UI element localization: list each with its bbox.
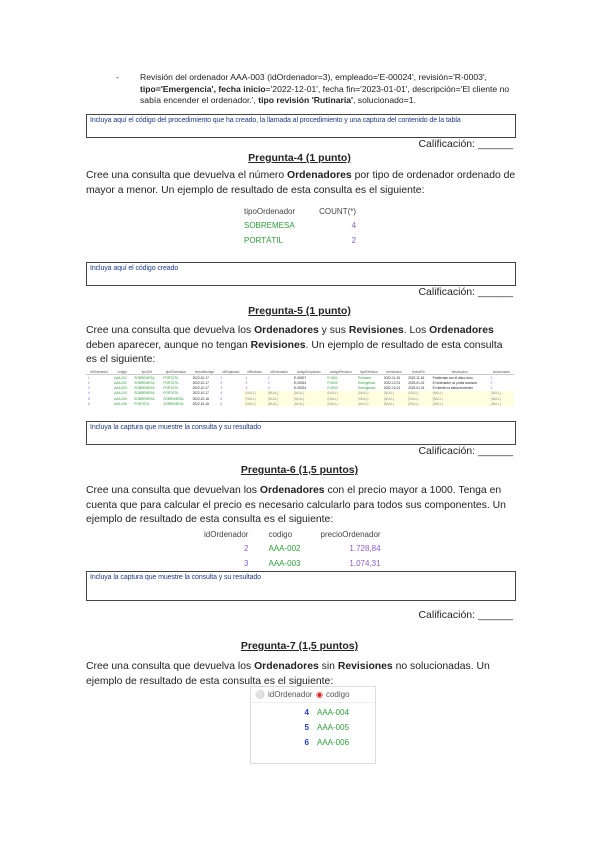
- q7-header: idOrdenador: [267, 690, 313, 699]
- calificacion-line: Calificación: ______: [418, 445, 513, 457]
- q5-cell: 1: [490, 386, 493, 391]
- q5-cell: (NULL): [325, 391, 356, 396]
- q4-result-table: [238, 205, 362, 248]
- q4-text-1: Cree una consulta que devuelva el número: [86, 170, 288, 181]
- q5-cell: AAA-006: [114, 401, 127, 406]
- bullet-bold-1: tipo='Emergencia', fecha inicio: [140, 83, 266, 94]
- q5-cell: 6: [220, 401, 223, 406]
- q5-cell: PORTÁTIL: [163, 380, 179, 385]
- q5-bold-3: Ordenadores: [429, 325, 494, 336]
- q6-text-2: con el precio mayor a 1000. Tenga en cuenta que para calcular el precio es necesario calcularlo para todos sus componentes. Un ejemplo de resultado de esta consulta es el siguiente:: [86, 485, 506, 525]
- q5-cell: 2022-12-01: [383, 386, 401, 391]
- q5-cell: SOBREMESA: [134, 375, 155, 380]
- q5-cell: PORTÁTIL: [163, 391, 179, 396]
- answer-box-q5[interactable]: [86, 421, 516, 445]
- q5-cell: 3: [88, 386, 90, 391]
- q5-cell: El ordenador no podía arrancar: [432, 380, 477, 385]
- q7-text-3: no solucionadas. Un ejemplo de resultado de esta consulta es el siguiente:: [86, 661, 490, 687]
- q5-cell: PORTÁTIL: [163, 386, 179, 391]
- bullet-paragraph: [116, 72, 520, 107]
- q5-header: idRevision: [243, 369, 265, 375]
- q5-cell: 0: [490, 380, 493, 385]
- q5-cell: (NULL): [382, 396, 406, 401]
- q5-cell: 1: [490, 375, 493, 380]
- q7-cell: AAA-005: [317, 723, 350, 732]
- q5-header: tipoRevision: [356, 369, 382, 375]
- q5-header: fechaFin: [406, 369, 430, 375]
- q5-cell: 3: [220, 386, 223, 391]
- q5-cell: SOBREMESA: [163, 396, 184, 401]
- q6-cell: 1.074,31: [349, 559, 381, 568]
- q5-cell: (NULL): [489, 391, 514, 396]
- q5-cell: 2: [267, 380, 270, 385]
- q5-cell: 2022-10-18: [192, 396, 209, 401]
- q5-cell: (NULL): [243, 401, 265, 406]
- q5-cell: R-0003: [327, 386, 338, 391]
- q5-header: codigo: [112, 369, 132, 375]
- q4-cell: 2: [351, 236, 357, 245]
- q5-cell: 3: [267, 386, 270, 391]
- q4-header-count: COUNT(*): [319, 207, 357, 216]
- q5-header: codigoEmpleado: [292, 369, 325, 375]
- q7-bold-1: Ordenadores: [254, 661, 319, 672]
- calificacion-line: Calificación: ______: [418, 138, 513, 150]
- q6-cell: AAA-003: [268, 559, 301, 568]
- q4-text-2: por tipo de ordenador ordenado de mayor a menor. Un ejemplo de resultado de esta consulta es el siguiente:: [86, 170, 516, 196]
- q5-cell: (NULL): [292, 391, 325, 396]
- q5-cell: 2022-12-01: [383, 380, 401, 385]
- question-5-title: Pregunta-5 (1 punto): [248, 305, 351, 317]
- q7-cell: 5: [304, 723, 309, 732]
- calificacion-line: Calificación: ______: [418, 286, 513, 298]
- q5-cell: AAA-005: [114, 396, 127, 401]
- q7-text-1: Cree una consulta que devuelva los: [86, 661, 255, 672]
- q5-cell: E-00024: [294, 386, 307, 391]
- q5-cell: AAA-003: [114, 386, 127, 391]
- q5-cell: 5: [88, 396, 90, 401]
- q5-cell: 2022-11-15: [383, 375, 400, 380]
- q5-header: fechaInicio: [382, 369, 406, 375]
- q5-cell: SOBREMESA: [134, 391, 155, 396]
- question-6-text: [86, 484, 516, 528]
- q7-text-2: sin: [318, 661, 338, 672]
- q5-cell: (NULL): [489, 401, 514, 406]
- answer-box-procedure[interactable]: [86, 114, 516, 138]
- q5-cell: 1: [220, 375, 223, 380]
- question-4-text: [86, 169, 516, 198]
- q5-cell: 4: [220, 391, 223, 396]
- q5-cell: E-00007: [294, 375, 307, 380]
- q4-cell: 4: [351, 221, 357, 230]
- q5-cell: (NULL): [292, 396, 325, 401]
- q5-cell: (NULL): [431, 401, 489, 406]
- q5-cell: R-0001: [327, 375, 338, 380]
- q5-header: codigoRevision: [325, 369, 356, 375]
- q5-cell: 5: [220, 396, 223, 401]
- q5-cell: 1: [88, 375, 90, 380]
- answer-box-label: Incluya aquí el código creado: [90, 265, 179, 272]
- q5-cell: (NULL): [356, 391, 382, 396]
- q5-cell: (NULL): [266, 401, 292, 406]
- q5-cell: (NULL): [243, 396, 265, 401]
- q5-header: solucionado: [489, 369, 514, 375]
- bullet-text-2: ='2022-12-01', fecha fin='2023-01-01', descripción='El cliente no sabía encender el ordenador.',: [140, 83, 510, 105]
- q5-bold-1: Ordenadores: [254, 325, 319, 336]
- q5-cell: SOBREMESA: [163, 401, 184, 406]
- q5-cell: (NULL): [356, 396, 382, 401]
- table-row: [86, 380, 514, 385]
- q5-cell: SOBREMESA: [134, 380, 155, 385]
- q5-cell: R-0002: [327, 380, 338, 385]
- q5-cell: 1: [245, 375, 248, 380]
- q5-header: idOrdenador: [86, 369, 112, 375]
- q7-cell: AAA-004: [317, 708, 350, 717]
- q5-cell: (NULL): [489, 396, 514, 401]
- q5-cell: 2022-10-17: [192, 375, 209, 380]
- q5-text-5: . Un ejemplo de resultado de esta consulta es el siguiente:: [86, 339, 503, 365]
- table-row: [86, 401, 514, 406]
- q5-cell: 3: [245, 386, 248, 391]
- q5-cell: 1: [267, 375, 270, 380]
- table-row: [251, 735, 375, 750]
- q5-cell: PORTÁTIL: [163, 375, 179, 380]
- q5-cell: AAA-001: [114, 375, 127, 380]
- table-row: [251, 720, 375, 735]
- q5-cell: SOBREMESA: [134, 396, 155, 401]
- answer-box-label: Incluya la captura que muestre la consulta y su resultado: [90, 574, 261, 581]
- q5-header: tipoOrd: [132, 369, 161, 375]
- q7-header-row: [251, 687, 375, 703]
- q6-cell: 3: [244, 559, 249, 568]
- q5-text-2: y sus: [318, 325, 349, 336]
- q7-cell: AAA-006: [317, 738, 350, 747]
- q5-cell: (NULL): [431, 396, 489, 401]
- q5-text-4: deben aparecer, aunque no tengan: [86, 339, 251, 351]
- q5-cell: Emergencia: [358, 380, 376, 385]
- q5-header: idEmpleado: [218, 369, 243, 375]
- q6-header: idOrdenador: [204, 530, 249, 539]
- q4-header-tipo: tipoOrdenador: [244, 207, 296, 216]
- q6-text-1: Cree una consulta que devuelvan los: [86, 485, 260, 496]
- q5-cell: 2022-10-17: [192, 380, 209, 385]
- q5-cell: E-00024: [294, 380, 307, 385]
- q5-cell: (NULL): [266, 396, 292, 401]
- q5-header: descripcion: [431, 369, 489, 375]
- bullet-text-3: , solucionado=1.: [353, 95, 416, 105]
- q7-cell: 6: [304, 738, 309, 747]
- q5-header: tipoOrdenador: [161, 369, 190, 375]
- q5-cell: (NULL): [325, 396, 356, 401]
- q5-cell: 2: [220, 380, 223, 385]
- q6-bold-1: Ordenadores: [259, 485, 325, 496]
- table-row: [251, 705, 375, 720]
- q4-bold-1: Ordenadores: [287, 170, 352, 181]
- q5-result-table: [86, 369, 514, 406]
- q5-cell: (NULL): [382, 401, 406, 406]
- q6-cell: AAA-002: [268, 544, 301, 553]
- q5-cell: 6: [88, 401, 90, 406]
- q6-header: codigo: [268, 530, 293, 539]
- q5-cell: AAA-002: [114, 380, 127, 385]
- q4-cell: SOBREMESA: [244, 221, 295, 230]
- q6-header: precioOrdenador: [320, 530, 381, 539]
- q5-text-1: Cree una consulta que devuelva los: [86, 325, 255, 336]
- question-4-title: Pregunta-4 (1 punto): [248, 152, 351, 164]
- q5-text-3: . Los: [403, 325, 430, 336]
- q5-cell: (NULL): [243, 391, 265, 396]
- q5-bold-2: Revisiones: [348, 325, 404, 336]
- q7-result-grid: [250, 686, 376, 764]
- q5-cell: Emergencia: [358, 386, 376, 391]
- q5-cell: (NULL): [431, 391, 489, 396]
- calificacion-line: Calificación: ______: [418, 609, 513, 621]
- q5-cell: (NULL): [406, 391, 430, 396]
- q7-cell: 4: [304, 708, 309, 717]
- q6-cell: 1.728,84: [349, 544, 381, 553]
- key-icon: ⚪: [255, 690, 265, 699]
- q5-cell: 2: [88, 380, 90, 385]
- question-6-title: Pregunta-6 (1,5 puntos): [240, 464, 359, 476]
- q5-cell: 2022-10-18: [192, 401, 209, 406]
- q5-cell: 2022-10-17: [192, 386, 209, 391]
- answer-box-label: Incluya la captura que muestre la consulta y su resultado: [90, 424, 261, 431]
- bullet-bold-2: tipo revisión 'Rutinaria': [258, 95, 354, 105]
- q5-cell: (NULL): [292, 401, 325, 406]
- q5-cell: (NULL): [406, 396, 430, 401]
- bullet-text-1: Revisión del ordenador AAA-003 (idOrdenador=3), empleado='E-00024', revisión='R-0003',: [140, 72, 487, 82]
- q5-cell: (NULL): [382, 391, 406, 396]
- q5-header: fechaMontaje: [191, 369, 219, 375]
- q5-header: idOrdenador: [266, 369, 292, 375]
- q7-bold-2: Revisiones: [337, 661, 393, 672]
- q5-cell: El cliente no sabía encender: [432, 386, 473, 391]
- q7-header: codigo: [325, 690, 350, 699]
- q5-cell: 2022-10-17: [192, 391, 209, 396]
- q5-cell: (NULL): [406, 401, 430, 406]
- q6-result-table: [198, 528, 387, 571]
- q5-cell: AAA-004: [114, 391, 127, 396]
- q5-cell: (NULL): [356, 401, 382, 406]
- answer-box-label: Incluya aquí el código del procedimiento que ha creado, la llamada al procedimiento y una captura del contenido de la tabla: [90, 117, 461, 124]
- q5-cell: 4: [88, 391, 90, 396]
- table-row: [86, 386, 514, 391]
- key-icon: ◉: [315, 690, 323, 699]
- answer-box-q4[interactable]: [86, 262, 516, 286]
- q5-cell: 2023-01-01: [408, 386, 425, 391]
- q5-bold-4: Revisiones: [250, 339, 306, 351]
- q5-cell: 2022-11-16: [408, 375, 425, 380]
- q5-cell: 2023-01-01: [408, 380, 425, 385]
- question-7-title: Pregunta-7 (1,5 puntos): [240, 640, 359, 652]
- answer-box-q6[interactable]: [86, 571, 516, 601]
- q4-cell: PORTÁTIL: [244, 236, 283, 245]
- q5-cell: (NULL): [266, 391, 292, 396]
- q7-rows: [251, 703, 375, 750]
- question-7-text: [86, 660, 516, 689]
- question-5-text: [86, 324, 516, 368]
- q5-cell: SOBREMESA: [134, 386, 155, 391]
- q5-cell: 2: [245, 380, 248, 385]
- q5-cell: Rutinaria: [358, 375, 371, 380]
- q6-cell: 2: [244, 544, 249, 553]
- table-row: [86, 375, 514, 381]
- bullet-dot: -: [116, 72, 119, 82]
- q5-cell: PORTÁTIL: [134, 401, 150, 406]
- q5-cell: (NULL): [325, 401, 356, 406]
- q5-cell: Problemas con el disco duro: [432, 375, 473, 380]
